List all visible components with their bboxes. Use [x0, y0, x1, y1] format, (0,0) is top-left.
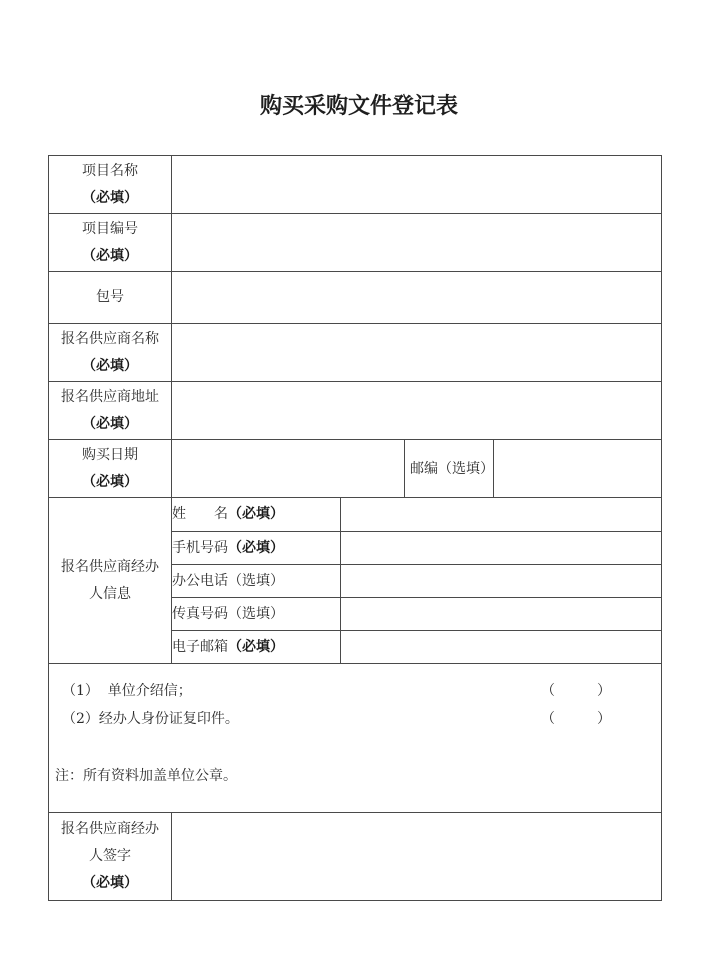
- purchase-date-required-note: （必填）: [82, 473, 138, 490]
- agent-name-required-note: （必填）: [228, 506, 284, 522]
- agent-office-phone-label-cell: [172, 565, 341, 598]
- postcode-field: [494, 440, 662, 498]
- package-number-label: 包号: [96, 289, 124, 305]
- project-number-label: 项目编号: [82, 220, 138, 237]
- agent-mobile-required-note: （必填）: [228, 539, 284, 556]
- supplier-name-required-note: （必填）: [82, 357, 138, 374]
- required-documents-content: [49, 664, 661, 812]
- required-documents-cell: [49, 664, 662, 813]
- package-number-field: [172, 272, 662, 324]
- supplier-address-required-note: （必填）: [82, 415, 138, 432]
- purchase-date-label: 购买日期: [82, 446, 138, 463]
- project-name-label-cell: [49, 156, 172, 214]
- supplier-name-field: [172, 324, 662, 382]
- agent-office-phone-field: [341, 565, 662, 598]
- supplier-address-label-cell: [49, 382, 172, 440]
- project-number-required-note: （必填）: [82, 247, 138, 264]
- agent-email-label-cell: [172, 631, 341, 664]
- agent-signature-label: 报名供应商经办人签字: [61, 821, 159, 864]
- agent-name-label: 姓 名: [172, 506, 228, 522]
- project-name-field: [172, 156, 662, 214]
- project-number-label-cell: [49, 214, 172, 272]
- project-number-field: [172, 214, 662, 272]
- agent-mobile-label: 手机号码: [172, 539, 228, 556]
- postcode-label: 邮编（选填）: [410, 461, 494, 477]
- project-name-required-note: （必填）: [82, 189, 138, 206]
- row-project-number: [49, 214, 662, 272]
- row-agent-signature: [49, 813, 662, 901]
- row-required-documents: [49, 664, 662, 813]
- row-package-number: [49, 272, 662, 324]
- document-item-unit-letter: （1） 单位介绍信；: [62, 683, 192, 699]
- supplier-name-label: 报名供应商名称: [61, 330, 159, 347]
- agent-mobile-label-cell: [172, 532, 341, 565]
- supplier-address-label: 报名供应商地址: [61, 388, 159, 405]
- agent-office-phone-label: 办公电话: [172, 572, 228, 589]
- agent-name-field: [341, 498, 662, 532]
- form-title: 购买采购文件登记表: [259, 93, 458, 119]
- document-check-id-copy: （ ）: [541, 711, 611, 727]
- agent-signature-field: [172, 813, 662, 901]
- purchase-date-field: [172, 440, 405, 498]
- agent-fax-label: 传真号码: [172, 605, 228, 622]
- agent-info-label-cell: [49, 498, 172, 664]
- row-purchase-date: [49, 440, 662, 498]
- document-item-id-copy: （2）经办人身份证复印件。: [62, 711, 239, 727]
- agent-signature-label-cell: [49, 813, 172, 901]
- row-supplier-address: [49, 382, 662, 440]
- supplier-address-field: [172, 382, 662, 440]
- documents-seal-note: 注：所有资料加盖单位公章。: [55, 768, 237, 784]
- agent-fax-label-cell: [172, 598, 341, 631]
- purchase-date-label-cell: [49, 440, 172, 498]
- agent-signature-required-note: （必填）: [82, 875, 138, 891]
- row-agent-name: [49, 498, 662, 532]
- postcode-label-cell: [405, 440, 494, 498]
- agent-email-required-note: （必填）: [228, 638, 284, 655]
- registration-table: [48, 155, 662, 901]
- document-check-unit-letter: （ ）: [541, 683, 611, 699]
- agent-email-field: [341, 631, 662, 664]
- agent-office-phone-optional-note: （选填）: [228, 572, 284, 589]
- row-supplier-name: [49, 324, 662, 382]
- agent-info-label: 报名供应商经办人信息: [61, 558, 159, 602]
- supplier-name-label-cell: [49, 324, 172, 382]
- agent-email-label: 电子邮箱: [172, 638, 228, 655]
- agent-mobile-field: [341, 532, 662, 565]
- agent-fax-field: [341, 598, 662, 631]
- agent-fax-optional-note: （选填）: [228, 605, 284, 622]
- row-project-name: [49, 156, 662, 214]
- agent-name-label-cell: [172, 498, 341, 532]
- package-number-label-cell: [49, 272, 172, 324]
- project-name-label: 项目名称: [82, 162, 138, 179]
